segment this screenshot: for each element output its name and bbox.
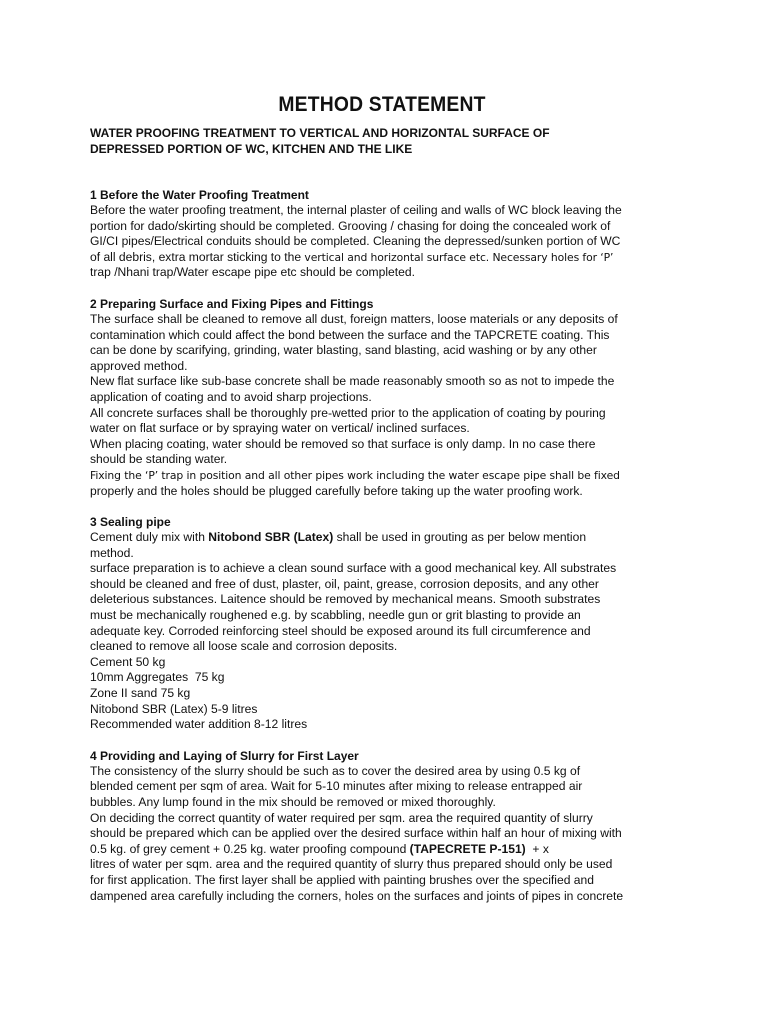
text-run: shall be used in grouting as per below mention <box>333 530 587 545</box>
paragraph-line: should be cleaned and free of dust, plaster, oil, paint, grease, corrosion deposits, and any other <box>90 576 599 591</box>
spacer <box>90 499 674 514</box>
section-heading: 2 Preparing Surface and Fixing Pipes and Fittings <box>90 296 374 311</box>
section-heading: 4 Providing and Laying of Slurry for First Layer <box>90 748 359 763</box>
paragraph-line: properly and the holes should be plugged carefully before taking up the water proofing work. <box>90 483 583 498</box>
paragraph-line: Before the water proofing treatment, the internal plaster of ceiling and walls of WC block leaving the <box>90 203 622 217</box>
paragraph-line: method. <box>90 545 134 560</box>
text-run: Cement duly mix with <box>90 530 209 545</box>
mix-item: Cement 50 kg <box>90 654 166 669</box>
paragraph-line: should be standing water. <box>90 452 228 467</box>
section-4 <box>90 748 674 904</box>
product-name: (TAPECRETE P-151) <box>409 841 526 856</box>
paragraph-line: blended cement per sqm of area. Wait for 5-10 minutes after mixing to release entrapped air <box>90 779 583 794</box>
paragraph-line: for first application. The first layer shall be applied with painting brushes over the specified and <box>90 872 594 887</box>
paragraph-line: can be done by scarifying, grinding, water blasting, sand blasting, acid washing or by any other <box>90 343 597 358</box>
mix-item: Recommended water addition 8-12 litres <box>90 717 308 732</box>
paragraph-line: water on flat surface or by spraying water on vertical/ inclined surfaces. <box>90 421 470 436</box>
spacer <box>90 281 674 296</box>
paragraph-line: Fixing the ‘P’ trap in position and all other pipes work including the water escape pipe shall be fixed <box>90 468 620 482</box>
paragraph-line <box>90 530 674 546</box>
spacer <box>90 733 674 748</box>
section-1 <box>90 187 674 281</box>
paragraph-line: adequate key. Corroded reinforcing steel should be exposed around its full circumference and <box>90 623 591 638</box>
paragraph-line: should be prepared which can be applied over the desired surface within half an hour of mixing with <box>90 826 622 841</box>
paragraph-line: trap /Nhani trap/Water escape pipe etc should be completed. <box>90 265 415 280</box>
text-run: + x <box>525 841 549 856</box>
product-name: Nitobond SBR (Latex) <box>208 530 334 545</box>
page-title: METHOD STATEMENT <box>278 93 486 116</box>
paragraph-line: deleterious substances. Laitence should be removed by mechanical means. Smooth substrates <box>90 592 601 607</box>
text-run: 0.5 kg. of grey cement + 0.25 kg. water proofing compound <box>90 841 410 856</box>
paragraph-line: bubbles. Any lump found in the mix should be removed or mixed thoroughly. <box>90 795 496 809</box>
section-3 <box>90 514 674 733</box>
section-heading: 1 Before the Water Proofing Treatment <box>90 188 309 202</box>
mix-item: Nitobond SBR (Latex) 5-9 litres <box>90 701 258 716</box>
paragraph-line: cleaned to remove all loose scale and corrosion deposits. <box>90 639 398 654</box>
paragraph-line: All concrete surfaces shall be thoroughly pre-wetted prior to the application of coating by pouring <box>90 405 606 420</box>
section-2 <box>90 296 674 499</box>
paragraph-line: surface preparation is to achieve a clean sound surface with a good mechanical key. All substrates <box>90 561 617 576</box>
paragraph-line: approved method. <box>90 358 188 373</box>
mix-item: Zone II sand 75 kg <box>90 686 191 701</box>
paragraph-line: litres of water per sqm. area and the required quantity of slurry thus prepared should only be used <box>90 857 613 872</box>
mix-item: 10mm Aggregates 75 kg <box>90 670 225 685</box>
paragraph-line: portion for dado/skirting should be completed. Grooving / chasing for doing the concealed work of <box>90 218 611 233</box>
paragraph-line: application of coating and to avoid sharp projections. <box>90 389 372 404</box>
section-heading: 3 Sealing pipe <box>90 515 171 530</box>
subtitle-line: DEPRESSED PORTION OF WC, KITCHEN AND THE LIKE <box>90 142 413 156</box>
paragraph-line: New flat surface like sub-base concrete shall be made reasonably smooth so as not to impede the <box>90 374 615 389</box>
text-run: of all debris, extra mortar sticking to the <box>90 249 305 264</box>
paragraph-line: On deciding the correct quantity of water required per sqm. area the required quantity of slurry <box>90 810 593 825</box>
paragraph-line: must be mechanically roughened e.g. by scabbling, needle gun or grit blasting to provide an <box>90 608 581 623</box>
paragraph-line <box>90 250 674 266</box>
paragraph-line: The consistency of the slurry should be such as to cover the desired area by using 0.5 kg of <box>90 763 581 778</box>
paragraph-line <box>90 842 674 858</box>
document-subtitle <box>90 125 674 157</box>
text-run: vertical and horizontal surface etc. Necessary holes for ‘P’ <box>304 250 614 264</box>
spacer <box>90 157 674 187</box>
document-page <box>90 92 674 904</box>
paragraph-line: The surface shall be cleaned to remove all dust, foreign matters, loose materials or any deposits of <box>90 311 618 326</box>
paragraph-line: When placing coating, water should be removed so that surface is only damp. In no case there <box>90 436 596 451</box>
subtitle-line: WATER PROOFING TREATMENT TO VERTICAL AND HORIZONTAL SURFACE OF <box>90 126 550 140</box>
paragraph-line: dampened area carefully including the corners, holes on the surfaces and joints of pipes in concrete <box>90 888 624 903</box>
paragraph-line: GI/CI pipes/Electrical conduits should be completed. Cleaning the depressed/sunken portion of WC <box>90 234 621 249</box>
paragraph-line: contamination which could affect the bond between the surface and the TAPCRETE coating. This <box>90 327 610 342</box>
